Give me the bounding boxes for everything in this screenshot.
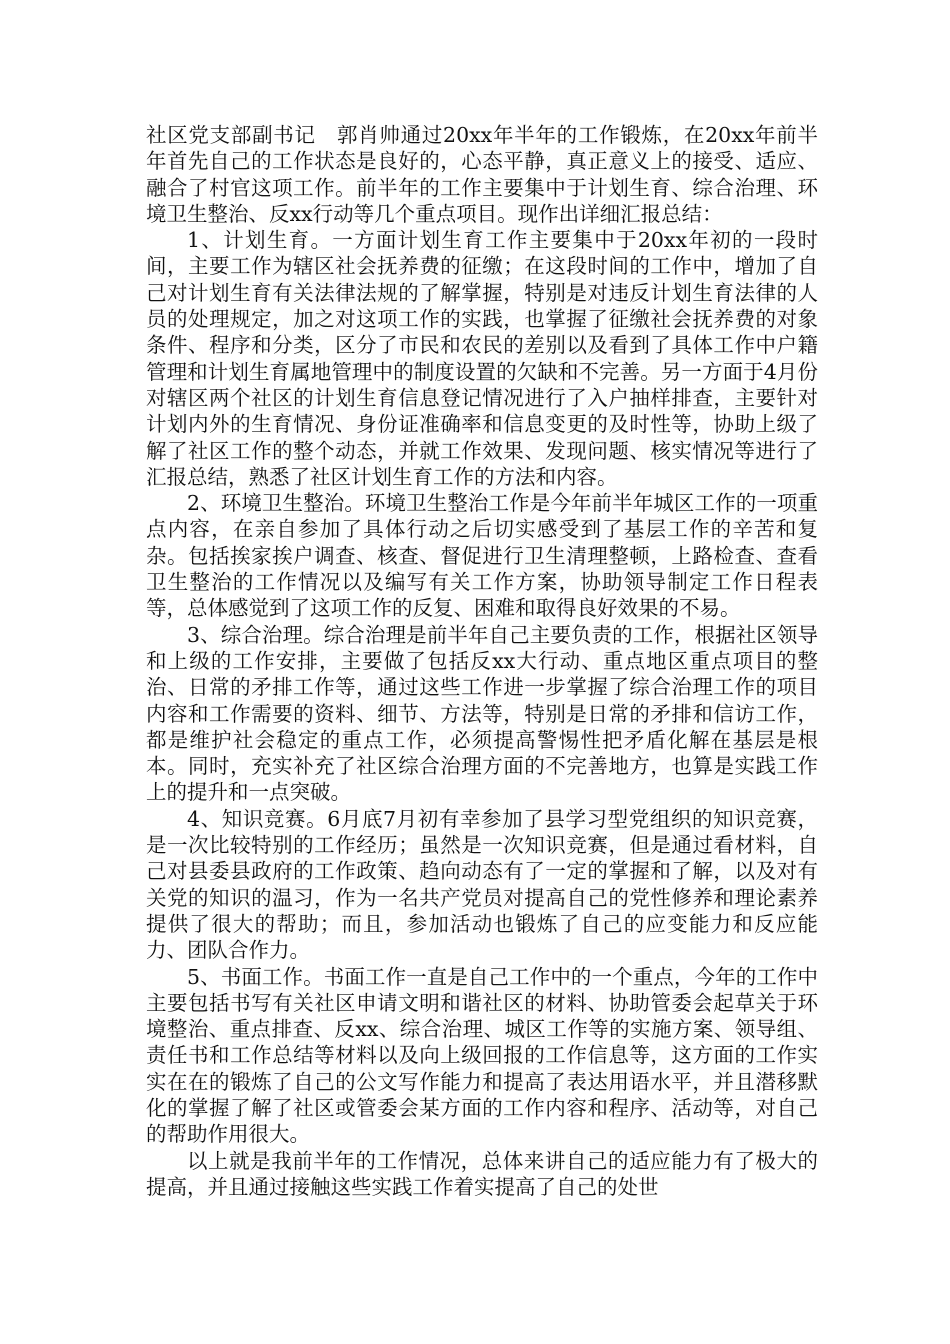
family-planning-paragraph: 1、计划生育。一方面计划生育工作主要集中于20xx年初的一段时间，主要工作为辖区社会抚养费的征缴；在这段时间的工作中，增加了自己对计划生育有关法律法规的了解掌握，特别是对违反计划生育法律的人员的处理规定，加之对这项工作的实践，也掌握了征缴社会抚养费的对象条件、程序和分类，区分了市民和农民的差别以及看到了具体工作中户籍管理和计划生育属地管理中的制度设置的欠缺和不完善。另一方面于4月份对辖区两个社区的计划生育信息登记情况进行了入户抽样排查，主要针对计划内外的生育情况、身份证准确率和信息变更的及时性等，协助上级了解了社区工作的整个动态，并就工作效果、发现问题、核实情况等进行了汇报总结，熟悉了社区计划生育工作的方法和内容。 — [146, 228, 818, 489]
document-page — [146, 122, 818, 1200]
summary-paragraph: 以上就是我前半年的工作情况，总体来讲自己的适应能力有了极大的提高，并且通过接触这些实践工作着实提高了自己的处世 — [146, 1148, 818, 1199]
knowledge-contest-paragraph: 4、知识竞赛。6月底7月初有幸参加了县学习型党组织的知识竞赛，是一次比较特别的工作经历；虽然是一次知识竞赛，但是通过看材料，自己对县委县政府的工作政策、趋向动态有了一定的掌握和了解，以及对有关党的知识的温习，作为一名共产党员对提高自己的党性修养和理论素养提供了很大的帮助；而且，参加活动也锻炼了自己的应变能力和反应能力、团队合作力。 — [146, 806, 818, 963]
comprehensive-governance-paragraph: 3、综合治理。综合治理是前半年自己主要负责的工作，根据社区领导和上级的工作安排，主要做了包括反xx大行动、重点地区重点项目的整治、日常的矛排工作等，通过这些工作进一步掌握了综合治理工作的项目内容和工作需要的资料、细节、方法等，特别是日常的矛排和信访工作，都是维护社会稳定的重点工作，必须提高警惕性把矛盾化解在基层是根本。同时，充实补充了社区综合治理方面的不完善地方，也算是实践工作上的提升和一点突破。 — [146, 622, 818, 805]
written-work-paragraph: 5、书面工作。书面工作一直是自己工作中的一个重点，今年的工作中主要包括书写有关社区申请文明和谐社区的材料、协助管委会起草关于环境整治、重点排查、反xx、综合治理、城区工作等的实施方案、领导组、责任书和工作总结等材料以及向上级回报的工作信息等，这方面的工作实实在在的锻炼了自己的公文写作能力和提高了表达用语水平，并且潜移默化的掌握了解了社区或管委会某方面的工作内容和程序、活动等，对自己的帮助作用很大。 — [146, 964, 818, 1147]
intro-paragraph: 社区党支部副书记 郭肖帅通过20xx年半年的工作锻炼，在20xx年前半年首先自己的工作状态是良好的，心态平静，真正意义上的接受、适应、融合了村官这项工作。前半年的工作主要集中于计划生育、综合治理、环境卫生整治、反xx行动等几个重点项目。现作出详细汇报总结： — [146, 123, 818, 226]
sanitation-paragraph: 2、环境卫生整治。环境卫生整治工作是今年前半年城区工作的一项重点内容，在亲自参加了具体行动之后切实感受到了基层工作的辛苦和复杂。包括挨家挨户调查、核查、督促进行卫生清理整顿，上路检查、查看卫生整治的工作情况以及编写有关工作方案，协助领导制定工作日程表等，总体感觉到了这项工作的反复、困难和取得良好效果的不易。 — [146, 491, 818, 621]
